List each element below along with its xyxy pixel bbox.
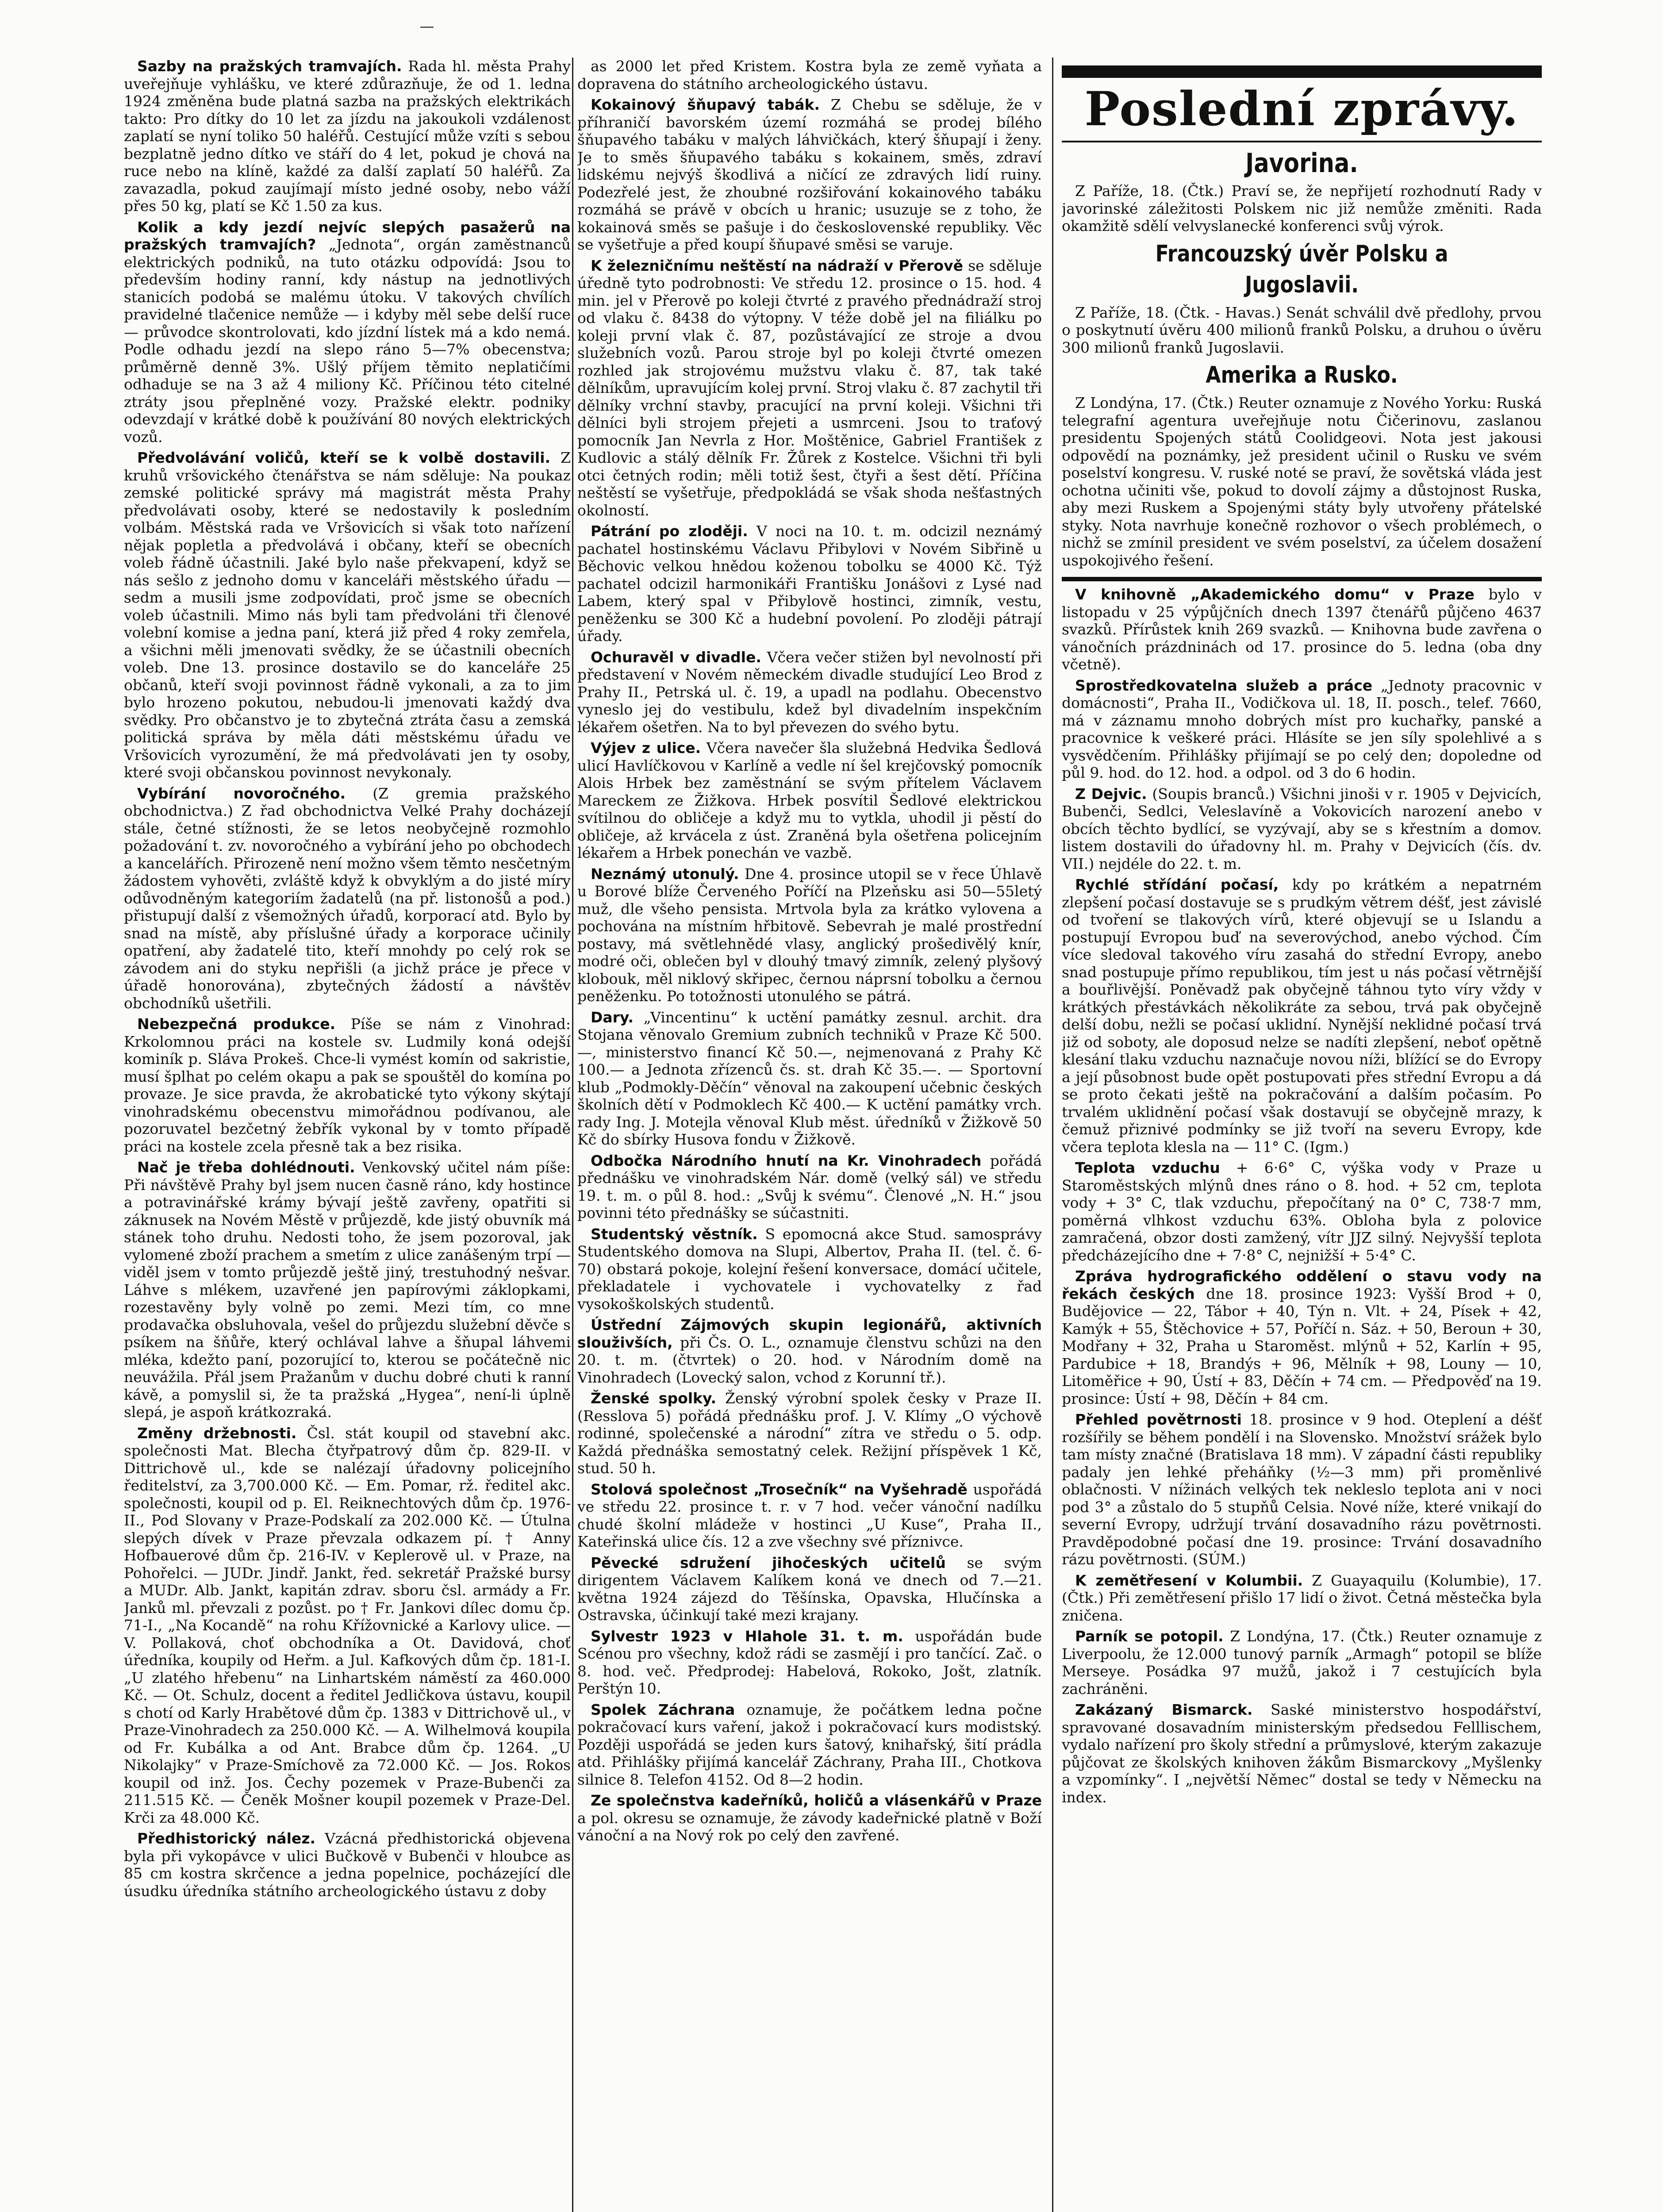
news-text: uspořádá ve středu 22. prosince t. r. v 7 hod. večer vánoční nadílku chudé školní mládeže v hostinci „U Kuse“, Praha II., Kateřinská ulice čís. 12 a zve všechny své příznivce. (577, 1480, 1042, 1550)
news-headline: Vybírání novoročného. (137, 784, 346, 802)
news-headline: Ženské spolky. (591, 1390, 717, 1407)
news-headline: Pátrání po zloději. (591, 522, 748, 540)
masthead-rule-thin (1062, 141, 1542, 142)
news-text: „Jednota“, orgán zaměstnanců elektrických podniků, na tuto otázku odpovídá: Jsou to především hodiny ranní, kdy nástup na jednotlivých stanicích podobá se malému útoku. V takových chvílích pravidelné tlačenice nemůže — i kdyby měl sebe delší ruce — průvodce skontrolovati, kdo jízdní lístek má a kdo nemá. Podle odhadu jezdí na slepo ráno 5—7% obecenstva; průměrně denně 3%. Ušlý příjem těmito neplatičími odhaduje se na 3 až 4 miliony Kč. Příčinou této citelné ztráty jsou přeplněné vozy. Pražské elektr. podniky odevzdají v krátké době k používání 80 nových elektrických vozů. (124, 236, 571, 445)
news-headline: Studentský věstník. (591, 1225, 758, 1243)
news-text: „Vincentinu“ k uctění památky zesnul. archit. dra Stojana věnovalo Gremium zubních techniků v Praze Kč 500.—, ministerstvo financí Kč 50.—, nejmenovaná z Prahy Kč 100.— a Jednota zřízenců čs. st. drah Kč 35.—. — Sportovní klub „Podmokly-Děčín“ věnoval na zakoupení učebnic českých školních dětí v Podmoklech Kč 400.— K uctění památky vrch. rady Ing. J. Motejla věnoval Klub měst. úředníků v Žižkově 50 Kč do sbírky Husova fondu v Žižkově. (577, 1008, 1042, 1148)
news-text: + 6·6° C, výška vody v Praze u Staroměstských mlýnů dnes ráno o 8. hod. + 52 cm, teplota vody + 3° C, tlak vzduchu, přepočítaný na 0° C, 738·7 mm, poměrná vlhkost vzduchu 63%. Obloha byla z polovice zamračená, obzor dosti zamžený, vítr JJZ silný. Nejvyšší teplota předcházejícího dne + 7·8° C, nejnižší + 5·4° C. (1062, 1159, 1542, 1264)
column-rule (1052, 58, 1053, 2212)
news-item (1062, 304, 1542, 357)
news-text: bylo v listopadu v 25 výpůjčních dnech 1397 čtenářů půjčeno 4637 svazků. Přírůstek knih 269 svazků. — Knihovna bude zavřena o vánočních prázdninách od 17. prosince do 5. ledna (oba dny včetně). (1062, 586, 1542, 673)
news-item (577, 1554, 1042, 1624)
news-headline: Kokainový šňupavý tabák. (591, 96, 820, 113)
news-item (1062, 1159, 1542, 1264)
news-text: Ženský výrobní spolek česky v Praze II. (Resslova 5) pořádá přednášku prof. J. V. Klímy „O výchově rodinné, společenské a národní“ zítra ve středu o 5. odp. Každá přednáška semostatný celek. Režijní příspěvek 1 Kč, stud. 50 h. (577, 1390, 1042, 1477)
news-text: Z Chebu se sděluje, že v příhraničí bavorském území rozmáhá se prodej bílého šňupavého tabáku v malých láhvičkách, který šňupají i ženy. Je to směs šňupavého tabáku s kokainem, směs, zdraví lidskému nejvýš škodlivá a ničící ze zdravých lidí ruiny. Podezřelé jest, že zhoubné rozšiřování kokainového tabáku rozmáhá se právě v obcích u hranic; usuzuje se z toho, že kokainová směs se pašuje i do československé republiky. Věc se vyšetřuje a před koupí šňupavé směsi se varuje. (577, 96, 1042, 253)
news-text: Včera navečer šla služebná Hedvika Šedlová ulicí Havlíčkovou v Karlíně a vedle ní šel krejčovský pomocník Alois Hrbek bez zaměstnání se svým přítelem Václavem Mareckem ze Žižkova. Hrbek posvítil Šedlové elektrickou svítilnou do obličeje a když mu to vytkla, uhodil ji pěstí do obličeje, až krvácela z úst. Zraněná byla ošetřena policejním lékařem a Hrbek ponechán ve vazbě. (577, 739, 1042, 861)
news-headline: Spolek Záchrana (591, 1701, 735, 1718)
news-text: Z Paříže, 18. (Čtk.) Praví se, že nepřijetí rozhodnutí Rady v javorinské záležitosti Polskem nic již nemůže změniti. Rada okamžitě sdělí velvyslanecké konferenci svůj výrok. (1062, 182, 1542, 234)
news-text: Rada hl. města Prahy uveřejňuje vyhlášku, ve které zdůrazňuje, že od 1. ledna 1924 změněna bude platná sazba na pražských elektrikách takto: Pro dítky do 10 let za jízdu na jakoukoli vzdálenost zaplatí se nyní toliko 50 haléřů. Cestující může vzíti s sebou bezplatně jedno dítko ve stáří do 4 let, pokud je chová na ruce nebo na klíně, každé za další zaplatí 50 haléřů. Za zavazadla, pokud zaujímají místo jedné osoby, nebo váží přes 50 kg, platí se Kč 1.50 za kus. (124, 58, 571, 215)
news-text: (Z gremia pražského obchodnictva.) Z řad obchodnictva Velké Prahy docházejí stále, četné stížnosti, že se letos neobyčejně rozmohlo požadování t. zv. novoročného a vybírání jeho po obchodech a kancelářích. Přirozeně není možno všem těmto nesčetným žádostem vyhověti, zvláště když k obvyklým a do jisté míry odůvodněným kategoriím žadatelů (na př. listonošů a pod.) přistupují další z všemožných úřadů, korporací atd. Bylo by snad na místě, aby příslušné úřady a korporace učinily opatření, aby žadatelé tito, kteří mnohdy po celý rok se závodem ani do styku nepřišli (a jichž práce je přece v úřadě honorována), zbytečných žádostí a návštěv obchodníků ušetřili. (124, 784, 571, 1012)
news-text: S epomocná akce Stud. samosprávy Studentského domova na Slupi, Albertov, Praha II. (tel. č. 6-70) obstará pokoje, kolejní řešení konversace, domácí učitele, překladatele i vychovatele i vychovatelky z řad vysokoškolských studentů. (577, 1225, 1042, 1313)
column-rule (572, 58, 573, 2212)
news-text: Píše se nám z Vinohrad: Krkolomnou práci na kostele sv. Ludmily koná odejší kominík p. Sláva Prokeš. Chce-li vymést komín od sakristie, musí šplhat po celém okapu a pak se spouštěl do komína po provaze. Je sice pravda, že akrobatické tyto výkony skýtají vinohradskému obecenstvu mimořádnou podívanou, ale pozoruvatel bezčetný žebřík vykonal by v tomto případě práci na kostele zcela přesně tak a bez risika. (124, 1015, 571, 1155)
news-text: oznamuje, že počátkem ledna počne pokračovací kurs vaření, jakož i pokračovací kurs modistský. Později uspořádá se jeden kurs šatový, knihařský, šití prádla atd. Přihlášky přijímá kancelář Záchrany, Praha III., Chotkova silnice 8. Telefon 4152. Od 8—2 hodin. (577, 1701, 1042, 1788)
news-item (577, 649, 1042, 736)
news-headline: Kolik a kdy jezdí nejvíc slepých pasažerů na pražských tramvajích? (124, 218, 571, 253)
left-column (124, 58, 571, 2212)
news-text: Z Londýna, 17. (Čtk.) Reuter oznamuje z Nového Yorku: Ruská telegrafní agentura uveřejňuje notu Čičerinovu, zaslanou presidentu Spojených států Coolidgeovi. Nota jest jakousi odpovědí na poznámky, jež president učinil o Rusku ve svém poselství kongresu. V. ruské noté se praví, že sovětská vláda jest ochotna učiniti vše, pokud to dovolí zájmy a důstojnost Ruska, aby mezi Ruskem a Spojenými státy byly utvořeny přátelské styky. Nota navrhuje konečně rozhovor o všech problémech, o nichž se zmínil president ve svém poselství, za účelem dosažení uspokojivého řešení. (1062, 394, 1542, 569)
news-headline: Teplota vzduchu (1075, 1159, 1220, 1176)
news-headline: V knihovně „Akademického domu“ v Praze (1075, 586, 1475, 603)
news-item (1062, 677, 1542, 782)
news-headline: Nebezpečná produkce. (137, 1015, 336, 1033)
news-headline: Rychlé střídání počasí, (1075, 876, 1279, 893)
news-item (577, 1701, 1042, 1789)
news-item (1062, 1572, 1542, 1624)
news-headline: Změny držebnosti. (137, 1424, 297, 1442)
news-text: Dne 4. prosince utopil se v řece Úhlavě u Borové blíže Červeného Poříčí na Plzeňsku asi 50—55letý muž, dle všeho pensista. Mrtvola byla za krátko vylovena a pochována na místním hřbitově. Sebevrah je malé prostřední postavy, má světlehnědé vlasy, anglický prošedivělý knír, modré oči, oblečen byl v dlouhý tmavý zimník, zelený plyšový klobouk, měl niklový skřipec, černou náprsní tobolku a černou peněženku. Po totožnosti utonulého se pátrá. (577, 865, 1042, 1005)
news-text: Venkovský učitel nám píše: Při návštěvě Prahy byl jsem nucen časně ráno, kdy hostince a potravinářské krámy bývají ještě zavřeny, opatřiti si záknusek na Novém Městě v průjezdě, kde jistý obuvník má stánek toho druhu. Nedosti toho, že jsem pozoroval, jak vylomené zboží prachem a smetím z ulice zanášeným trpí — viděl jsem v tomto průjezdě ještě jiný, trestuhodný nešvar. Láhve s mlékem, uzavřené jen papírovými záklopkami, rozestavěny byly volně po zemi. Mezi tím, co mne prodavačka obsluhovala, vešel do průjezdu služební děvče s psíkem na šňůře, který ochlával lahve a šňupal láhvemi mléka, kdežto paní, pozorující to, kterou se počátečně nic neuvážila. Přál jsem Pražanům v duchu dobré chuti k ranní kávě, a pomyslil si, že ta pražská „Hygea“, není-li úplně slepá, je aspoň krátkozraká. (124, 1159, 571, 1421)
news-item (577, 1316, 1042, 1386)
news-item (577, 1792, 1042, 1844)
news-headline: Ochuravěl v divadle. (591, 648, 761, 666)
news-headline: Stolová společnost „Trosečník“ na Vyšehradě (591, 1480, 968, 1498)
news-text: Saské ministerstvo hospodářství, spravované dosavadním ministerským předsedou Felllischem, vydalo nařízení pro školy střední a průmyslové, kterým zakazuje půjčovat ze školských knihoven žákům Bismarckovy „Myšlenky a vzpomínky“. I „největší Němec“ dostal se tedy v Německu na index. (1062, 1701, 1542, 1806)
news-text: Včera večer stižen byl nevolností při představení v Novém německém divadle studující Leo Brod z Prahy II., Petrská ul. č. 19, a upadl na podlahu. Obecenstvo vyneslo jej do vestibulu, kdež byl divadelním inspekčním lékařem ošetřen. Na to byl převezen do svého bytu. (577, 648, 1042, 736)
masthead-title: Poslední zprávy. (1084, 81, 1519, 136)
news-item (124, 58, 571, 215)
news-headline: Pěvecké sdružení jihočeských učitelů (591, 1554, 946, 1571)
news-item (1062, 876, 1542, 1156)
news-text: „Jednoty pracovnic v domácnosti“, Praha II., Vodičkova ul. 18, II. posch., telef. 7660, má v záznamu mnoho dobrých míst pro kuchařky, panské a pracovnice k veškeré práci. Hlásíte se jen síly spolehlivé a s vysvědčením. Přihlášky přijímají se po celý den; dopoledne od půl 9. hod. do 12. hod. a odpol. od 3 do 6 hodin. (1062, 676, 1542, 781)
news-text: a pol. okresu se oznamuje, že závody kadeřnické platně v Boží vánoční a na Nový rok po celý den zavřené. (577, 1809, 1042, 1844)
news-item (1062, 1701, 1542, 1806)
news-headline: Sylvestr 1923 v Hlahole 31. t. m. (591, 1627, 903, 1645)
section-title: Francouzský úvěr Polsku a Jugoslavii. (1155, 240, 1448, 298)
news-text: se svým dirigentem Václavem Kalíkem koná ve dnech od 7.—21. května 1924 zájezd do Těšínska, Opavska, Hlučínska a Ostravska, účinkují také mezi krajany. (577, 1554, 1042, 1624)
news-text: Vzácná předhistorická objevena byla při vykopávce v ulici Bučkově v Bubenči v hloubce as 85 cm kostra skrčence a jedna popelnice, pocházející dle úsudku úředníka státního archeologického ústavu z doby (124, 1830, 571, 1900)
news-item (1062, 394, 1542, 569)
news-headline: Ústřední Zájmových skupin legionářů, aktivních slouživších, (577, 1316, 1042, 1351)
news-item (124, 1830, 571, 1900)
news-headline: Výjev z ulice. (591, 739, 701, 757)
news-text: při Čs. O. L., oznamuje členstvu schůzi na den 20. t. m. (čtvrtek) o 20. hod. v Národním domě na Vinohradech (Lovecký salon, vchod z Korunní tř.). (577, 1333, 1042, 1386)
news-headline: Nač je třeba dohlédnouti. (137, 1159, 355, 1176)
news-text: uspořádán bude Scénou pro všechny, kdož rádi se zasmějí i pro tančící. Zač. o 8. hod. več. Předprodej: Habelová, Rokoko, Jošt, zlatník. Perštýn 10. (577, 1627, 1042, 1697)
news-text: dne 18. prosince 1923: Vyšší Brod + 0, Budějovice — 22, Tábor + 40, Týn n. Vlt. + 24, Písek + 42, Kamýk + 55, Štěchovice + 57, Poříčí n. Sáz. + 50, Beroun + 30, Modřany + 32, Praha u Staroměst. mlýnů + 52, Karlín + 95, Pardubice + 18, Brandýs + 96, Mělník + 98, Louny — 10, Litoměřice + 90, Ústí + 83, Děčín + 74 cm. — Předpověď na 19. prosince: Ústí + 98, Děčín + 84 cm. (1062, 1285, 1542, 1407)
news-headline: Předhistorický nález. (137, 1830, 316, 1847)
news-headline: Z Dejvic. (1075, 785, 1147, 803)
news-headline: Zakázaný Bismarck. (1075, 1701, 1253, 1718)
news-text: se sděluje úředně tyto podrobnosti: Ve středu 12. prosince o 15. hod. 4 min. jel v Přerově po koleji čtvrté z pravého přednádraží stroj od vlaku č. 8438 do výtopny. V téže době jel na filiálku po koleji první vlak č. 87, pozůstávající ze stroje a dvou služebních vozů. Parou stroje byl po koleji čtvrté omezen rozhled jak strojovému mužstvu vlaku č. 87, tak také dělníkům, upravujícím kolej první. Stroj vlaku č. 87 zachytil tři dělníky vrchní stavby, pracující na první koleji. Všichni tři dělníci byli strojem přejeti a usmrceni. Jsou to traťový pomocník Jan Nevrla z Hor. Moštěnice, Gabriel František z Kudlovic a stálý dělník Fr. Žůrek z Kostelce. Všichni tři byli otci četných rodin; měli totiž šest, čtyři a šest dětí. Příčina neštěstí se vyšetřuje, předpokládá se však shoda nešťastných okolností. (577, 257, 1042, 519)
news-headline: Předvolávání voličů, kteří se k volbě dostavili. (137, 449, 551, 466)
news-item (577, 1009, 1042, 1148)
news-item (1062, 785, 1542, 873)
news-item (577, 1225, 1042, 1313)
section-title: Amerika a Rusko. (1206, 362, 1398, 388)
news-item (1062, 182, 1542, 235)
news-item (1062, 1411, 1542, 1568)
news-item (1062, 586, 1542, 673)
right-column (1062, 58, 1542, 2212)
news-item (124, 785, 571, 1012)
section-divider (1062, 577, 1542, 581)
news-item (1062, 1267, 1542, 1407)
news-text: as 2000 let před Kristem. Kostra byla ze země vyňata a dopravena do státního archeologického ústavu. (577, 58, 1042, 92)
section-title: Javorina. (1245, 148, 1358, 179)
news-headline: Sprostředkovatelna služeb a práce (1075, 676, 1373, 694)
news-text: 18. prosince v 9 hod. Oteplení a déšť rozšířily se během pondělí i na Slovensko. Množství srážek bylo tam místy značné (Bratislava 18 mm). V západní části republiky padaly jen lehké přeháňky (½—3 mm) při proměnlivé oblačnosti. V nížinách velkých tek nekleslo teplota ani v noci pod 3° a zůstalo do 5 stupňů Celsia. Nové níže, které vnikají do severní Evropy, udržují trvání dosavadního rázu povětrnosti. Pravděpodobné počasí dne 19. prosince: Trvání dosavadního rázu povětrnosti. (SÚM.) (1062, 1411, 1542, 1568)
news-item (577, 1481, 1042, 1551)
news-headline: Zpráva hydrografického oddělení o stavu vody na řekách českých (1062, 1267, 1542, 1302)
news-text: Z Guayaquilu (Kolumbie), 17. (Čtk.) Při zemětřesení přišlo 17 lidí o život. Četná městečka byla zničena. (1062, 1571, 1542, 1624)
middle-column (577, 58, 1042, 2212)
news-item (577, 1628, 1042, 1697)
news-item (577, 257, 1042, 519)
news-headline: Sazby na pražských tramvajích. (137, 58, 402, 75)
news-headline: Přehled povětrnosti (1075, 1411, 1242, 1428)
news-headline: Neznámý utonulý. (591, 865, 739, 883)
news-headline: K železničnímu neštěstí na nádraží v Přerově (591, 257, 963, 274)
news-headline: Parník se potopil. (1075, 1628, 1224, 1645)
news-text: (Soupis branců.) Všichni jinoši v r. 1905 v Dejvicích, Bubenči, Sedlci, Veleslavíně a Vokovicích narození anebo v obcích těchto bydlící, se vyzývají, aby se s křestním a domov. listem dostavili do úřadovny hl. m. Prahy v Dejvicích (čís. dv. VII.) nejdéle do 22. t. m. (1062, 785, 1542, 872)
news-text: pořádá přednášku ve vinohradském Nár. domě (velký sál) ve středu 19. t. m. o půl 8. hod.: „Svůj k svému“. Členové „N. H.“ jsou povinni této přednášky se súčastniti. (577, 1152, 1042, 1221)
news-item (577, 739, 1042, 862)
news-item (124, 219, 571, 446)
news-item (124, 449, 571, 781)
news-headline: Dary. (591, 1008, 634, 1026)
news-item (577, 58, 1042, 92)
news-item (124, 1425, 571, 1827)
news-item (577, 1390, 1042, 1477)
news-text: Čsl. stát koupil od stavební akc. společnosti Mat. Blecha čtyřpatrový dům čp. 829-II. v Dittrichově ul., kde se nalézají úřadovny policejního ředitelství, za 3,700.000 Kč. — Em. Pomar, rž. ředitel akc. společnosti, koupil od p. El. Reiknechtových dům čp. 1976-II., Pod Slovany v Praze-Podskalí za 202.000 Kč. — Útulna slepých dívek v Praze převzala odkazem pí. † Anny Hofbauerové dům čp. 216-IV. v Keplerově ul. v Praze, na Pohořelci. — JUDr. Jindř. Jankt, řed. sekretář Pražské bursy a MUDr. Alb. Jankt, kapitán zdrav. sboru čsl. armády a Fr. Janků ml. převzali z pozůst. po † Fr. Jankovi dílec domu čp. 71-I., „Na Kocandě“ na rohu Křížovnické a Karlovy ulice. — V. Pollaková, choť obchodníka a Ot. Davidová, choť úředníka, koupily od Heřm. a Jul. Kafkových dům čp. 181-I. „U zlatého hřebenu“ na Linhartském náměstí za 460.000 Kč. — Ot. Schulz, docent a ředitel Jedličkova ústavu, koupil s chotí od Karly Hrabětové dům čp. 1383 v Dittrichově ul., v Praze-Vinohradech za 250.000 Kč. — A. Wilhelmová koupila od Fr. Kubálka a od Ant. Brabce dům čp. 1264. „U Nikolajky“ v Praze-Smíchově za 72.000 Kč. — Jos. Rokos koupil od inž. Jos. Čechy pozemek v Praze-Bubenči za 211.515 Kč. — Čeněk Mošner koupil pozemek v Praze-Del. Krči za 48.000 Kč. (124, 1424, 571, 1826)
news-item (577, 96, 1042, 253)
news-text: Z Londýna, 17. (Čtk.) Reuter oznamuje z Liverpoolu, že 12.000 tunový parník „Armagh“ potopil se blíže Merseye. Posádka 97 mužů, jakož i 7 cestujících byla zachráněni. (1062, 1628, 1542, 1697)
page-mark (420, 27, 434, 28)
news-item (1062, 1628, 1542, 1697)
news-item (577, 1152, 1042, 1222)
news-text: Z Paříže, 18. (Čtk. - Havas.) Senát schválil dvě předlohy, prvou o poskytnutí úvěru 400 milionů franků Polsku, a druhou o úvěru 300 milionů franků Jugoslavii. (1062, 303, 1542, 356)
news-text: Z kruhů vršovického čtenářstva se nám sděluje: Na poukaz zemské politické správy má magistrát města Prahy předvolávati osoby, které se nedostavily k posledním volbám. Městská rada ve Vršovicích si však toto nařízení nějak popletla a předvolává i občany, kteří se obecních voleb řádně účastnili. Jaké bylo naše překvapení, když se nás sešlo z jednoho domu v kanceláři městského úřadu — sedm a musili jsme zodpovídati, proč jsme se obecních voleb účastnili. Mimo nás byli tam předvoláni tři členové volební komise a jedna paní, která již před 4 roky zemřela, a všichni měli jmenovati svědky, že se účastnili obecních voleb. Dne 13. prosince dostavilo se do kanceláře 25 občanů, kteří svoji povinnost řádně vykonali, a za to jim bylo hrozeno pokutou, nebudou-li jmenovati každý dva svědky. Pro občanstvo je to zbytečná ztráta času a zemská politická správa by měla dáti městskému úřadu ve Vršovicích vyrozumění, že má předvolávati jen ty osoby, které svoji občanskou povinnost nevykonaly. (124, 449, 571, 781)
news-item (577, 865, 1042, 1005)
news-headline: Odbočka Národního hnutí na Kr. Vinohradech (591, 1152, 982, 1169)
news-text: V noci na 10. t. m. odcizil neznámý pachatel hostinskému Václavu Přibylovi v Novém Sibřině u Běchovic velkou hnědou koženou tobolku se 4000 Kč. Týž pachatel odcizil harmonikáři Františku Jonášovi z Lysé nad Labem, který spal v Přibylově hostinci, zimník, vestu, peněženku se 300 Kč a hudební povolení. Po zloději pátrají úřady. (577, 522, 1042, 645)
news-headline: K zemětřesení v Kolumbii. (1075, 1571, 1303, 1589)
masthead-rule (1062, 65, 1542, 78)
news-item (124, 1015, 571, 1155)
news-item (124, 1159, 571, 1421)
news-headline: Ze společnstva kadeřníků, holičů a vlásenkářů v Praze (591, 1792, 1042, 1809)
news-item (577, 522, 1042, 645)
news-text: kdy po krátkém a nepatrném zlepšení počasí dostavuje se s prudkým větrem déšť, jest závislé od tvoření se tlakových vírů, které objevují se u Islandu a postupují Evropou buď na severovýchod, anebo východ. Čím více sledoval takového víru zasahá do střední Evropy, anebo snad postupuje přímo republikou, tím jest u nás počasí větrnější a bouřlivější. Poněvadž pak obyčejně táhnou tyto víry vždy v krátkých přestávkách několikráte za sebou, trvá pak obyčejně delší dobu, nežli se počasí uklidní. Nynější neklidné počasí trvá již od soboty, ale doposud nelze se nadíti zlepšení, neboť opětně klesání tlaku vzduchu naznačuje novou níži, blížící se do Evropy a její působnost bude opět postupovati přes střední Evropu a dá se proto čekati ještě na pokračování a dalším počasím. Po trvalém uklidnění počasí však dostavují se obyčejně mrazy, k čemuž přiznivé podmínky se již tvoří na severu Evropy, kde včera teplota klesla na — 11° C. (Igm.) (1062, 876, 1542, 1156)
